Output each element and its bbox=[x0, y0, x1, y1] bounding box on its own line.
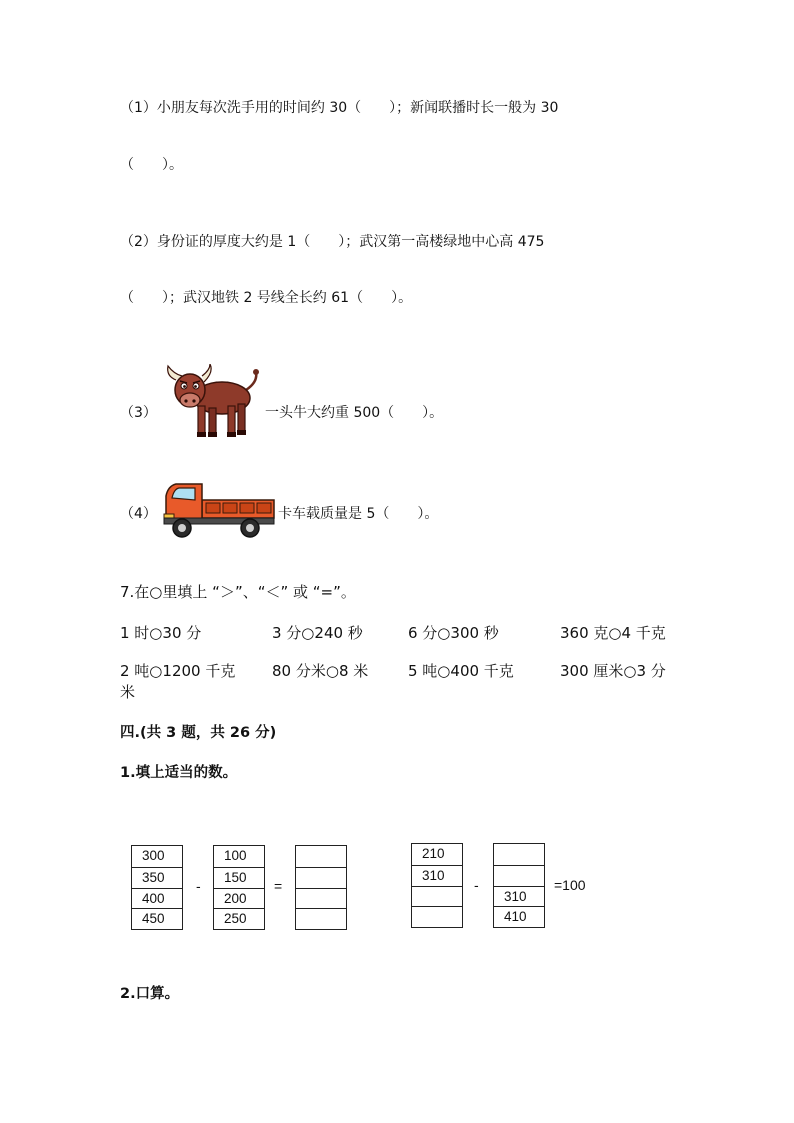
answer-cell[interactable] bbox=[412, 886, 462, 906]
number-cell: 410 bbox=[494, 906, 544, 927]
answer-cell[interactable] bbox=[494, 865, 544, 886]
number-cell: 400 bbox=[132, 888, 182, 908]
q1-line1: （1）小朋友每次洗手用的时间约 30（ ）；新闻联播时长一般为 30 bbox=[120, 100, 559, 116]
section-title: 四.(共 3 题，共 26 分) bbox=[120, 725, 277, 741]
q2-line2: （ ）；武汉地铁 2 号线全长约 61（ ）。 bbox=[120, 290, 413, 306]
answer-cell[interactable] bbox=[296, 888, 346, 908]
minus-sign: - bbox=[474, 877, 479, 893]
q4-text: 卡车载质量是 5（ ）。 bbox=[278, 506, 439, 522]
answer-cell[interactable] bbox=[296, 846, 346, 867]
answer-cell[interactable] bbox=[412, 906, 462, 927]
number-box-column bbox=[411, 843, 463, 928]
number-cell: 350 bbox=[132, 867, 182, 888]
question-title: 1.填上适当的数。 bbox=[120, 765, 238, 781]
compare-item-wrap: 米 bbox=[120, 683, 136, 701]
minus-sign: - bbox=[196, 878, 201, 894]
number-cell: 100 bbox=[224, 848, 247, 863]
answer-cell[interactable] bbox=[296, 867, 346, 888]
number-cell: 310 bbox=[494, 886, 544, 906]
number-box-column bbox=[131, 845, 183, 930]
answer-box-column bbox=[295, 845, 347, 930]
number-box-column bbox=[493, 843, 545, 928]
q3-text: 一头牛大约重 500（ ）。 bbox=[265, 405, 444, 421]
q4-label: （4） bbox=[120, 506, 157, 522]
q1-line2: （ ）。 bbox=[120, 157, 183, 173]
number-cell: 300 bbox=[142, 848, 165, 863]
number-cell: 310 bbox=[412, 865, 462, 886]
compare-item: 1 时○30 分 bbox=[120, 624, 202, 642]
number-cell: 450 bbox=[132, 908, 182, 929]
question-title: 2.口算。 bbox=[120, 986, 180, 1002]
bull-icon bbox=[162, 364, 262, 440]
number-cell: 200 bbox=[214, 888, 264, 908]
number-cell: 250 bbox=[214, 908, 264, 929]
compare-item: 3 分○240 秒 bbox=[272, 624, 363, 642]
compare-item: 80 分米○8 米 bbox=[272, 662, 369, 680]
answer-cell[interactable] bbox=[296, 908, 346, 929]
number-cell: 210 bbox=[422, 846, 445, 861]
q3-label: （3） bbox=[120, 405, 157, 421]
compare-item: 360 克○4 千克 bbox=[560, 624, 666, 642]
section7-title: 7.在○里填上 “＞”、“＜” 或 “=”。 bbox=[120, 583, 356, 601]
compare-item: 300 厘米○3 分 bbox=[560, 662, 666, 680]
answer-cell[interactable] bbox=[494, 844, 544, 865]
result-label: =100 bbox=[554, 877, 586, 893]
truck-icon bbox=[162, 480, 276, 540]
equals-sign: = bbox=[274, 878, 283, 894]
compare-item: 2 吨○1200 千克 bbox=[120, 662, 236, 680]
number-box-column bbox=[213, 845, 265, 930]
compare-item: 6 分○300 秒 bbox=[408, 624, 499, 642]
number-cell: 150 bbox=[214, 867, 264, 888]
compare-item: 5 吨○400 千克 bbox=[408, 662, 514, 680]
q2-line1: （2）身份证的厚度大约是 1（ ）；武汉第一高楼绿地中心高 475 bbox=[120, 234, 545, 250]
